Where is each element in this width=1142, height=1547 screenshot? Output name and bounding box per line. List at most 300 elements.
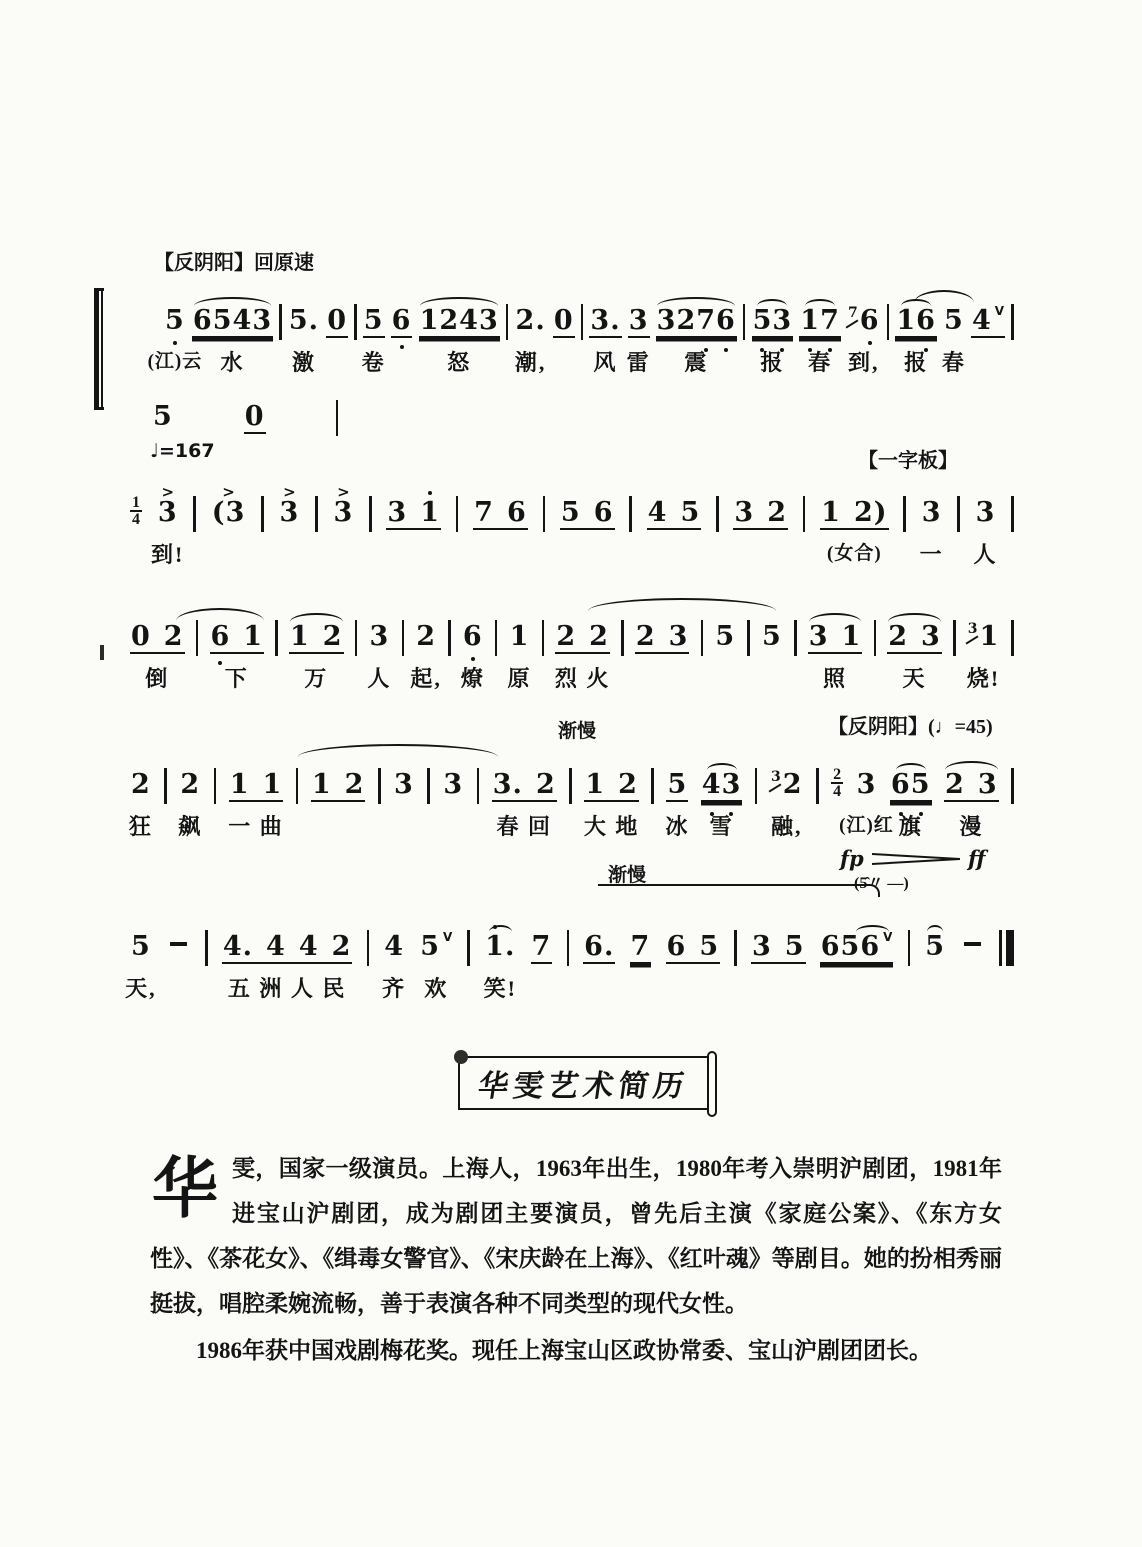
lyric: 潮, (514, 350, 547, 375)
note-digit: 2 (945, 769, 965, 800)
note-group (492, 752, 557, 839)
lyric: 烈 火 (554, 666, 611, 691)
note-digit: 6 (593, 497, 614, 528)
note-figures (157, 498, 179, 530)
barline (336, 400, 339, 436)
note-digit: 4 (222, 931, 243, 962)
note-digit: 0 (131, 621, 151, 652)
note-group (311, 752, 366, 802)
note-digit: 7 (531, 931, 552, 962)
note-digit: 4 (647, 497, 668, 528)
lyric: 倒 (145, 666, 170, 691)
note-digit: 3 (772, 306, 792, 336)
note-figures (808, 622, 863, 654)
note-group (701, 752, 743, 839)
ritardando-line (598, 884, 880, 897)
note-figures (701, 770, 743, 802)
note-figures (799, 306, 841, 338)
note-digit: 0 (244, 401, 265, 432)
barline (402, 620, 405, 656)
note-digit: 3 (157, 497, 178, 528)
note-digit: 7 (474, 497, 494, 528)
note-figures (584, 770, 639, 802)
lyric: 照 (823, 666, 848, 691)
note-digit: 6 (584, 931, 604, 962)
note-digit: 1 (311, 769, 332, 800)
note-digit: 1 (841, 621, 862, 652)
note-figures (369, 622, 391, 654)
lyric: 春 (941, 350, 966, 375)
note-digit: 5 (560, 497, 581, 528)
barline (621, 620, 624, 656)
barline (874, 620, 877, 656)
note-digit: 3 (225, 497, 246, 528)
note-group (799, 288, 841, 375)
note-group (514, 288, 547, 375)
note-digit: 5 (165, 306, 185, 336)
time-signature: 2 4 (833, 766, 842, 800)
barline (214, 768, 217, 804)
note-figures (967, 622, 1001, 654)
note-digit: 1 (229, 769, 250, 800)
lyric: (江)云 (147, 351, 203, 372)
note-group (419, 288, 500, 375)
note-group (960, 914, 985, 964)
note-digit: 2 (635, 621, 656, 652)
note-digit: 3 (921, 497, 942, 528)
note-digit: 3 (333, 497, 354, 528)
note-digit: 4 (971, 305, 992, 336)
note-figures (179, 770, 201, 802)
note-group (386, 480, 441, 530)
barline (903, 496, 906, 532)
note-digit: 5 (288, 305, 309, 336)
note-figures (924, 932, 946, 964)
note-digit: 2 (556, 621, 577, 652)
note-group (244, 384, 266, 436)
barline (701, 620, 704, 656)
note-digit: 3 (387, 497, 408, 528)
octave-dot-low (724, 348, 728, 352)
barline (569, 768, 572, 804)
barline (456, 496, 459, 532)
note-group (924, 914, 946, 964)
lyric: 人 (973, 542, 998, 567)
barline (581, 304, 584, 340)
note-digit: 2 (180, 769, 201, 800)
barline (816, 768, 819, 804)
note-figures (960, 932, 985, 964)
measure-row (130, 480, 1014, 567)
note-digit: 1 (979, 621, 1000, 652)
line-header: 【一字板】 (858, 450, 958, 472)
note-group (554, 604, 611, 691)
note-group (166, 914, 191, 964)
grace-note: 3 (771, 762, 781, 792)
note-digit: 3 (734, 497, 755, 528)
note-digit: 3 (977, 769, 998, 800)
barline (495, 620, 498, 656)
note-figures (363, 306, 385, 338)
note-figures (761, 622, 783, 654)
note-figures (442, 770, 464, 802)
note-group (553, 288, 575, 338)
note-figures (635, 622, 690, 654)
note-figures (192, 306, 273, 338)
barline (315, 496, 318, 532)
note-digit: 7 (820, 306, 840, 336)
note-digit: 2 (535, 769, 556, 800)
note-group (178, 752, 203, 839)
note-digit: 6 (916, 306, 936, 336)
note-digit: 3 (921, 621, 941, 652)
note-digit: 4 (232, 305, 253, 336)
note-group (895, 288, 937, 375)
barline (567, 930, 570, 966)
note-figures (311, 770, 366, 802)
note-figures (553, 306, 575, 338)
note-group (151, 480, 185, 567)
accent-mark: > (283, 483, 296, 501)
note-figures (628, 306, 650, 338)
note-digit: 3 (369, 621, 390, 652)
accent-mark: > (161, 483, 175, 501)
lyric: 齐 (382, 976, 407, 1001)
note-digit: 3 (722, 770, 742, 800)
note-digit: 3 (856, 769, 877, 800)
note-group (393, 752, 415, 802)
note-figures (391, 306, 413, 338)
note-group (770, 752, 804, 839)
note-digit: 2 (589, 621, 609, 652)
lyric: 报 (760, 350, 785, 375)
note-group (152, 384, 174, 436)
note-group (839, 752, 894, 836)
system-1 (130, 252, 1014, 432)
note-digit: 5 (925, 931, 946, 962)
note-group (589, 288, 621, 375)
system-5 (125, 846, 1014, 1010)
note-figures (164, 306, 186, 338)
barline (369, 496, 372, 532)
note-figures (751, 932, 806, 964)
note-digit: ) (873, 497, 888, 528)
grace-note: 3 (968, 614, 978, 644)
lyric: 笑! (483, 976, 517, 1001)
note-group (971, 288, 1005, 338)
note-figures (130, 932, 152, 964)
note-digit: 1 (800, 306, 820, 336)
note-figures (166, 932, 191, 964)
bio-dropcap: 华 (152, 1153, 218, 1226)
note-digit: 2 (515, 305, 536, 336)
note-digit: 6 (891, 770, 911, 800)
lyric: 人 (367, 666, 392, 691)
barline (908, 930, 911, 966)
note-digit: 6 (716, 306, 736, 336)
measure-row (130, 604, 1014, 691)
note-figures (560, 498, 615, 530)
lyric: 到! (151, 542, 185, 567)
note-digit: 1 (290, 621, 310, 652)
time-signature: 1 4 (132, 494, 140, 528)
note-group (279, 480, 301, 530)
duration-dash (964, 942, 981, 946)
note-digit: 3 (668, 621, 689, 652)
line-header: 渐慢 (608, 865, 647, 886)
note-digit: 4 (266, 931, 286, 962)
note-group (583, 914, 615, 964)
breath-mark: V (443, 930, 453, 944)
note-digit: 2 (322, 621, 343, 652)
note-digit: 5 (699, 931, 720, 962)
note-group (210, 604, 265, 691)
barline (1011, 620, 1014, 656)
note-figures (419, 932, 453, 964)
note-group (647, 480, 702, 530)
note-figures (393, 770, 415, 802)
lyric: 激 (291, 350, 316, 375)
line-header: (5̂〃 —) (854, 875, 909, 892)
barline (275, 620, 278, 656)
octave-dot-low (471, 657, 475, 661)
note-digit: 5 (784, 931, 805, 962)
note-figures (415, 622, 437, 654)
note-group (808, 604, 863, 691)
note-digit: 2 (331, 931, 352, 962)
note-digit: . (512, 769, 523, 800)
lyric: 风 (593, 350, 618, 375)
note-figures (630, 932, 652, 964)
note-digit: 2 (888, 621, 909, 652)
barline (193, 496, 196, 532)
note-digit: 5 (680, 497, 701, 528)
note-group (583, 752, 640, 839)
note-figures (332, 498, 354, 530)
lyric: 烧! (966, 666, 1001, 691)
note-digit: . (535, 305, 546, 336)
final-barline (999, 930, 1014, 966)
barline (378, 768, 381, 804)
lyric: 融, (770, 814, 803, 839)
note-figures (211, 498, 247, 530)
note-digit: 1 (420, 498, 440, 528)
note-figures (714, 622, 736, 654)
note-digit: 3 (590, 305, 611, 336)
note-figures (509, 622, 531, 654)
note-group (382, 914, 407, 1001)
lyric: 天, (125, 976, 157, 1001)
note-group (367, 604, 392, 691)
lyric: 狂 (128, 814, 153, 839)
note-figures (820, 498, 888, 530)
barline (355, 620, 358, 656)
note-digit: 3 (751, 931, 772, 962)
lyric: 大 地 (583, 814, 640, 839)
note-digit: 5 (840, 931, 861, 962)
note-digit: 5 (420, 931, 441, 962)
note-group (419, 914, 453, 1001)
note-digit: 6 (860, 306, 880, 336)
grace-note: 7 (848, 298, 858, 328)
note-group (733, 480, 788, 530)
note-digit: 7 (630, 931, 651, 962)
note-figures (462, 622, 484, 654)
note-digit: 3 (279, 497, 300, 528)
octave-dot-high (428, 491, 432, 495)
accent-mark: > (222, 483, 235, 501)
lyric: 春 (808, 350, 833, 375)
note-digit: . (610, 305, 621, 336)
note-digit: 7 (696, 306, 716, 336)
barline (953, 620, 956, 656)
barline (887, 304, 890, 340)
barline (1011, 496, 1014, 532)
note-digit: 1 (485, 932, 505, 962)
note-figures (943, 306, 965, 338)
lyric: 到, (848, 350, 880, 375)
note-digit: 0 (327, 305, 347, 336)
line-header: 【反阴阳】(♩=45) (828, 716, 993, 738)
note-digit: 6 (192, 305, 213, 336)
note-digit: 6 (211, 622, 231, 652)
note-group (944, 752, 999, 839)
measure-row (125, 914, 1014, 1001)
note-group (460, 604, 485, 691)
note-figures (887, 622, 942, 654)
barline (651, 768, 654, 804)
lyric: 水 (220, 350, 245, 375)
note-group (222, 914, 353, 1001)
line-header: 渐慢 (558, 721, 597, 742)
note-digit: 2 (853, 497, 874, 528)
note-figures (666, 932, 721, 964)
score (125, 252, 1014, 1010)
note-digit: 4 (702, 770, 722, 800)
bio-paragraph-2: 1986年获中国戏剧梅花奖。现任上海宝山区政协常委、宝山沪剧团团长。 (196, 1338, 932, 1363)
lyric: 一 曲 (228, 814, 284, 839)
lyric: 万 (304, 666, 329, 691)
note-figures (492, 770, 557, 802)
barline (467, 930, 470, 966)
note-figures (647, 498, 702, 530)
note-digit: 1 (821, 497, 841, 528)
system-4 (128, 716, 1014, 848)
barline (164, 768, 167, 804)
lyric: 旗 (898, 814, 923, 839)
banner-corner-dot (454, 1050, 468, 1064)
note-group (228, 752, 284, 839)
note-figures (856, 770, 878, 802)
barline (957, 496, 960, 532)
note-group (751, 914, 806, 964)
note-digit: 2 (416, 621, 436, 652)
note-digit: 1 (262, 769, 283, 800)
note-group (665, 752, 690, 839)
octave-dot-low (400, 345, 404, 349)
note-digit: 5 (944, 305, 964, 336)
note-figures (666, 770, 688, 802)
lyric: 原 (507, 666, 532, 691)
second-voice (152, 384, 338, 436)
note-digit: 5 (911, 770, 931, 800)
note-figures (847, 306, 881, 338)
note-digit: 3 (656, 305, 677, 336)
barline (747, 620, 750, 656)
note-figures (770, 770, 804, 802)
note-digit: 4 (298, 931, 319, 962)
note-group (714, 604, 736, 654)
lyric: (江)红 (839, 815, 894, 836)
note-group (125, 914, 157, 1001)
note-digit: 5 (363, 305, 384, 336)
barline (205, 930, 208, 966)
note-group (442, 752, 464, 802)
note-digit: 2 (131, 769, 151, 800)
note-figures (222, 932, 353, 964)
barline (629, 496, 632, 532)
barline (354, 304, 357, 340)
note-digit: 3 (628, 305, 649, 336)
note-figures (152, 402, 174, 434)
bio-text-1: 雯，国家一级演员。上海人，1963年出生，1980年考入崇明沪剧团，1981年进宝山沪剧团，成为剧团主要演员，曾先后主演《家庭公案》、《东方女性》、《茶花女》、《缉毒女警官》、《宋庆龄在上海》、《红叶魂》等剧目。她的扮相秀丽挺拔，唱腔柔婉流畅，善于表演各种不同类型的现代女性。 (150, 1156, 1002, 1316)
note-group (820, 480, 888, 564)
note-digit: . (504, 931, 516, 962)
note-group (919, 480, 944, 567)
note-figures (944, 770, 999, 802)
note-digit: 6 (392, 306, 412, 336)
note-group (128, 752, 153, 839)
note-digit: 1 (419, 305, 440, 336)
note-digit: 1 (585, 769, 606, 800)
barline (367, 930, 370, 966)
note-figures (288, 306, 320, 338)
octave-dot-low (218, 661, 222, 665)
barline (743, 304, 746, 340)
note-digit: 5 (131, 931, 151, 962)
accent-mark: > (337, 483, 350, 501)
note-digit: 2 (163, 621, 184, 652)
scan-artifact (100, 645, 104, 660)
lyric: 一 (919, 542, 944, 567)
note-digit: 3 (492, 769, 513, 800)
note-group (890, 752, 932, 839)
note-group (288, 288, 320, 375)
lyric: 欢 (424, 976, 449, 1001)
note-digit: 3 (808, 621, 829, 652)
note-group (391, 288, 413, 338)
note-group (147, 288, 203, 372)
note-group (473, 480, 528, 530)
system-2 (130, 440, 1014, 576)
note-figures (484, 932, 516, 964)
barline (477, 768, 480, 804)
note-digit: 3 (478, 305, 499, 336)
note-digit: 3 (394, 769, 414, 800)
note-digit: 5 (667, 769, 688, 800)
line-header: ♩=167 (150, 440, 215, 462)
note-figures (419, 306, 500, 338)
note-group (941, 288, 966, 375)
barline (803, 496, 806, 532)
note-figures (583, 932, 615, 964)
note-group (656, 288, 737, 375)
barline (716, 496, 719, 532)
note-figures (555, 622, 610, 654)
barline (1011, 768, 1014, 804)
barline (506, 304, 509, 340)
barline (1011, 304, 1014, 340)
